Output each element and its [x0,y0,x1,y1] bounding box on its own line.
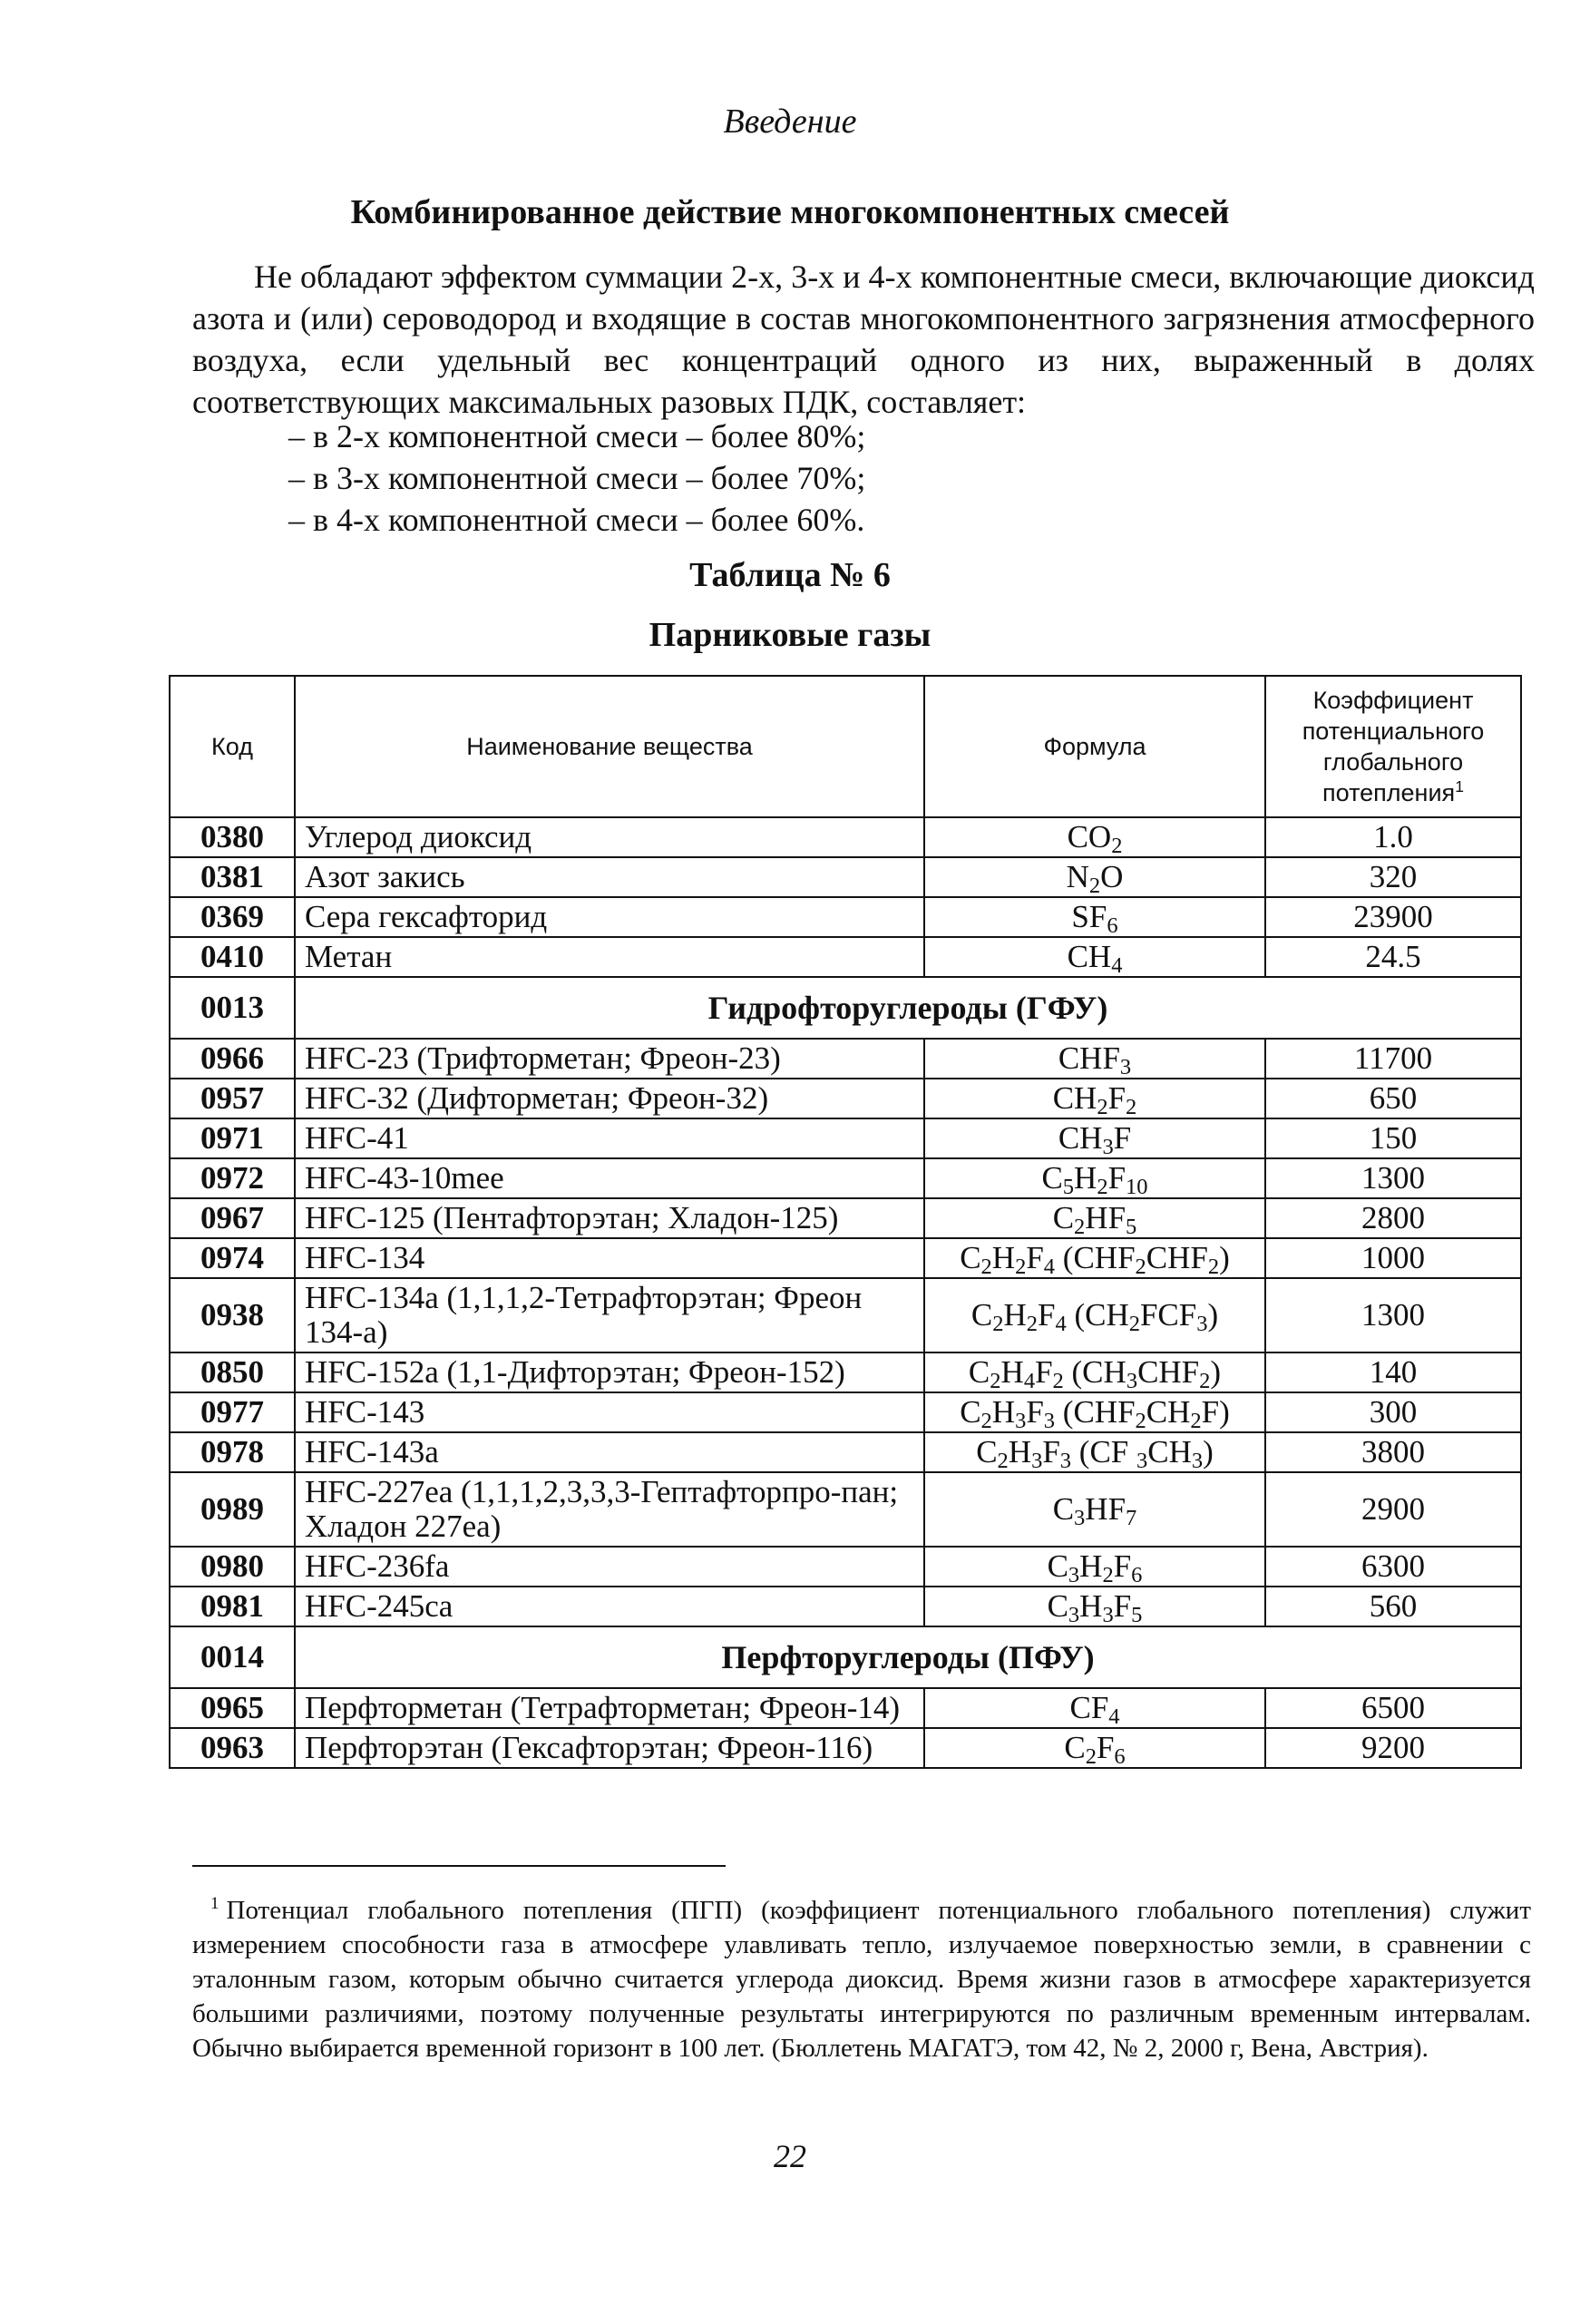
header-formula: Формула [924,676,1265,817]
cell-gwp: 320 [1265,857,1521,897]
cell-formula: $SF_6$ [924,897,1265,937]
table-row [170,1238,1521,1278]
cell-formula: $C_2H_3F_3$ (CF $_3CH_3$) [924,1432,1265,1472]
cell-name: HFC-152a (1,1-Дифторэтан; Фреон-152) [295,1352,924,1392]
cell-formula: $CH_3F$ [924,1118,1265,1158]
footnote-divider [192,1865,726,1867]
cell-name: HFC-245ca [295,1587,924,1626]
table-row [170,897,1521,937]
cell-gwp: 150 [1265,1118,1521,1158]
table-row [170,1198,1521,1238]
table-row [170,1079,1521,1118]
cell-gwp: 2800 [1265,1198,1521,1238]
cell-gwp: 11700 [1265,1039,1521,1079]
group-name: Гидрофторуглероды (ГФУ) [295,977,1521,1039]
cell-formula: $CH_2F_2$ [924,1079,1265,1118]
section-heading: Комбинированное действие многокомпонентных смесей [350,193,1230,231]
cell-name: HFC-41 [295,1118,924,1158]
cell-name: HFC-23 (Трифторметан; Фреон-23) [295,1039,924,1079]
cell-code: 0972 [170,1158,295,1198]
cell-formula: $C_2H_3F_3$ $(CHF_2CH_2F)$ [924,1392,1265,1432]
table-row [170,937,1521,977]
cell-gwp: 1000 [1265,1238,1521,1278]
table-row [170,857,1521,897]
cell-gwp: 3800 [1265,1432,1521,1472]
cell-code: 0380 [170,817,295,857]
cell-code: 0410 [170,937,295,977]
cell-code: 0965 [170,1688,295,1728]
table-row [170,1587,1521,1626]
table-row [170,1472,1521,1547]
table-row [170,1352,1521,1392]
cell-gwp: 6300 [1265,1547,1521,1587]
cell-code: 0989 [170,1472,295,1547]
bullet-list [288,415,865,541]
cell-formula: $CH_4$ [924,937,1265,977]
cell-name: HFC-32 (Дифторметан; Фреон-32) [295,1079,924,1118]
cell-formula: $C_3H_2F_6$ [924,1547,1265,1587]
cell-gwp: 24.5 [1265,937,1521,977]
table-row [170,1278,1521,1352]
group-code: 0014 [170,1626,295,1688]
cell-code: 0381 [170,857,295,897]
cell-gwp: 140 [1265,1352,1521,1392]
cell-name: Перфторметан (Тетрафторметан; Фреон-14) [295,1688,924,1728]
cell-formula: $C_2H_2F_4$ $(CHF_2CHF_2)$ [924,1238,1265,1278]
cell-name: Метан [295,937,924,977]
bullet-item: – в 4-х компонентной смеси – более 60%. [288,502,865,538]
cell-code: 0850 [170,1352,295,1392]
table-row [170,1547,1521,1587]
cell-gwp: 2900 [1265,1472,1521,1547]
cell-code: 0957 [170,1079,295,1118]
table-group-row [170,977,1521,1039]
cell-name: Азот закись [295,857,924,897]
cell-name: Перфторэтан (Гексафторэтан; Фреон-116) [295,1728,924,1768]
running-header: Введение [723,103,857,141]
cell-gwp: 1.0 [1265,817,1521,857]
table-row [170,1039,1521,1079]
cell-name: HFC-236fa [295,1547,924,1587]
table-group-row [170,1626,1521,1688]
table-header-row [170,676,1521,817]
body-paragraph [192,256,1535,423]
cell-code: 0981 [170,1587,295,1626]
header-gwp-label: Коэффициент потенциального глобального потепления [1302,687,1485,806]
cell-gwp: 300 [1265,1392,1521,1432]
cell-formula: $CF_4$ [924,1688,1265,1728]
cell-name: HFC-143a [295,1432,924,1472]
cell-code: 0978 [170,1432,295,1472]
cell-gwp: 23900 [1265,897,1521,937]
table-body [170,817,1521,1768]
table-row [170,1728,1521,1768]
cell-name: HFC-134 [295,1238,924,1278]
cell-gwp: 560 [1265,1587,1521,1626]
table-title: Парниковые газы [649,616,931,654]
footnote-mark: 1 [210,1894,219,1913]
cell-code: 0977 [170,1392,295,1432]
cell-formula: $N_2O$ [924,857,1265,897]
cell-name: HFC-43-10mee [295,1158,924,1198]
cell-name: HFC-134a (1,1,1,2-Тетрафторэтан; Фреон 134-а) [295,1278,924,1352]
cell-formula: $C_5H_2F_{10}$ [924,1158,1265,1198]
header-code: Код [170,676,295,817]
footnote-ref: 1 [1455,777,1464,796]
cell-code: 0938 [170,1278,295,1352]
page-number: 22 [774,2138,806,2174]
paragraph-text: Не обладают эффектом суммации 2-х, 3-х и 4-х компонентные смеси, включающие диоксид азота и (или) сероводород и входящие в состав многокомпонентного загрязнения атмосферного воздуха, если удельный вес концентраций одного из них, выраженный в долях соответствующих максимальных разовых ПДК, составляет: [192,259,1535,420]
cell-gwp: 650 [1265,1079,1521,1118]
cell-formula: $CO_2$ [924,817,1265,857]
cell-gwp: 6500 [1265,1688,1521,1728]
cell-code: 0963 [170,1728,295,1768]
cell-code: 0966 [170,1039,295,1079]
cell-name: HFC-125 (Пентафторэтан; Хладон-125) [295,1198,924,1238]
cell-formula: $C_2H_4F_2$ $(CH_3CHF_2)$ [924,1352,1265,1392]
cell-code: 0974 [170,1238,295,1278]
cell-name: Сера гексафторид [295,897,924,937]
cell-name: HFC-143 [295,1392,924,1432]
table-caption: Таблица № 6 [689,556,891,594]
bullet-item: – в 2-х компонентной смеси – более 80%; [288,418,866,454]
cell-name: HFC-227ea (1,1,1,2,3,3,3-Гептафторпро-пан; Хладон 227ea) [295,1472,924,1547]
header-name: Наименование вещества [295,676,924,817]
group-code: 0013 [170,977,295,1039]
table-row [170,1688,1521,1728]
table-row [170,1432,1521,1472]
cell-formula: $C_3H_3F_5$ [924,1587,1265,1626]
bullet-item: – в 3-х компонентной смеси – более 70%; [288,460,866,496]
cell-code: 0980 [170,1547,295,1587]
cell-code: 0369 [170,897,295,937]
cell-name: Углерод диоксид [295,817,924,857]
cell-code: 0971 [170,1118,295,1158]
table-row [170,1392,1521,1432]
cell-formula: $C_2F_6$ [924,1728,1265,1768]
cell-gwp: 1300 [1265,1158,1521,1198]
table-row [170,817,1521,857]
cell-formula: $CHF_3$ [924,1039,1265,1079]
table-row [170,1158,1521,1198]
greenhouse-gases-table [169,675,1522,1769]
table-row [170,1118,1521,1158]
cell-formula: $C_2H_2F_4$ $(CH_2FCF_3)$ [924,1278,1265,1352]
cell-gwp: 1300 [1265,1278,1521,1352]
footnote [192,1887,1531,2065]
cell-formula: $C_2HF_5$ [924,1198,1265,1238]
cell-gwp: 9200 [1265,1728,1521,1768]
group-name: Перфторуглероды (ПФУ) [295,1626,1521,1688]
header-gwp [1265,676,1521,817]
cell-formula: $C_3HF_7$ [924,1472,1265,1547]
footnote-text: Потенциал глобального потепления (ПГП) (коэффициент потенциального глобального потепления) служит измерением способности газа в атмосфере улавливать тепло, излучаемое поверхностью земли, в сравнении с эталонным газом, которым обычно считается углерода диоксид. Время жизни газов в атмосфере характеризуется большими различиями, поэтому полученные результаты интегрируются по различным временным интервалам. Обычно выбирается временной горизонт в 100 лет. (Бюллетень МАГАТЭ, том 42, № 2, 2000 г, Вена, Австрия). [192,1896,1531,2063]
cell-code: 0967 [170,1198,295,1238]
